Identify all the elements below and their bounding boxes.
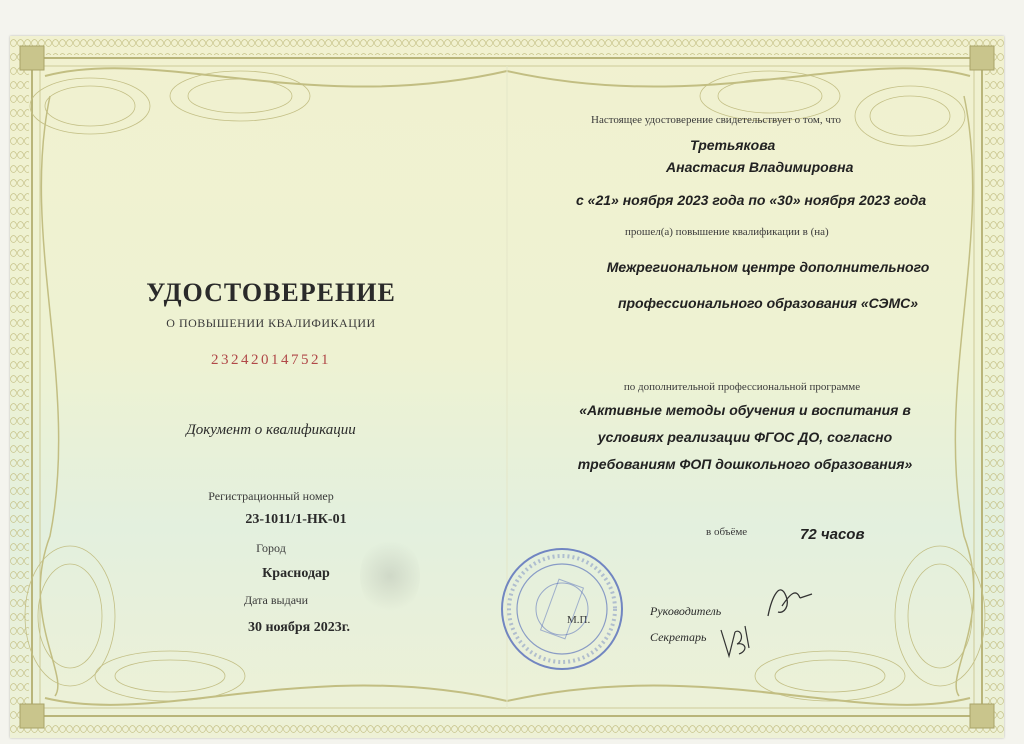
city-label: Город (256, 541, 286, 555)
intro-text: Настоящее удостоверение свидетельствует о том, что (591, 114, 842, 126)
program-line-1: «Активные методы обучения и воспитания в (579, 402, 911, 418)
certificate-title: УДОСТОВЕРЕНИЕ (146, 278, 396, 307)
seal-place-label: М.П. (567, 614, 591, 626)
volume-label: в объёме (706, 526, 748, 538)
organization-line-2: профессионального образования «СЭМС» (617, 295, 919, 311)
issue-date-value: 30 ноября 2023г. (247, 620, 351, 635)
head-label: Руководитель (650, 604, 722, 618)
training-period: с «21» ноября 2023 года по «30» ноября 2023 года (576, 192, 927, 208)
head-signature (760, 576, 820, 626)
ink-blot (360, 536, 420, 616)
organization-seal (497, 544, 627, 674)
program-label: по дополнительной профессиональной программе (623, 381, 861, 393)
program-line-3: требованиям ФОП дошкольного образования» (577, 456, 913, 472)
issue-date-label: Дата выдачи (243, 593, 309, 607)
holder-surname: Третьякова (690, 137, 776, 153)
city-value: Краснодар (262, 566, 330, 581)
passed-text: прошел(а) повышение квалификации в (на) (625, 226, 829, 238)
secretary-label: Секретарь (650, 630, 707, 644)
certificate-subtitle: О ПОВЫШЕНИИ КВАЛИФИКАЦИИ (166, 316, 376, 330)
organization-line-1: Межрегиональном центре дополнительного (606, 259, 930, 275)
certificate-number: 232420147521 (211, 352, 331, 368)
certificate-sheet (10, 36, 1004, 738)
holder-name: Анастасия Владимировна (666, 159, 854, 175)
document-label: Документ о квалификации (186, 422, 356, 438)
registration-label: Регистрационный номер (208, 489, 334, 503)
secretary-signature (715, 618, 760, 663)
volume-value: 72 часов (800, 526, 865, 543)
registration-number: 23-1011/1-НК-01 (245, 512, 347, 527)
program-line-2: условиях реализации ФГОС ДО, согласно (597, 429, 893, 445)
